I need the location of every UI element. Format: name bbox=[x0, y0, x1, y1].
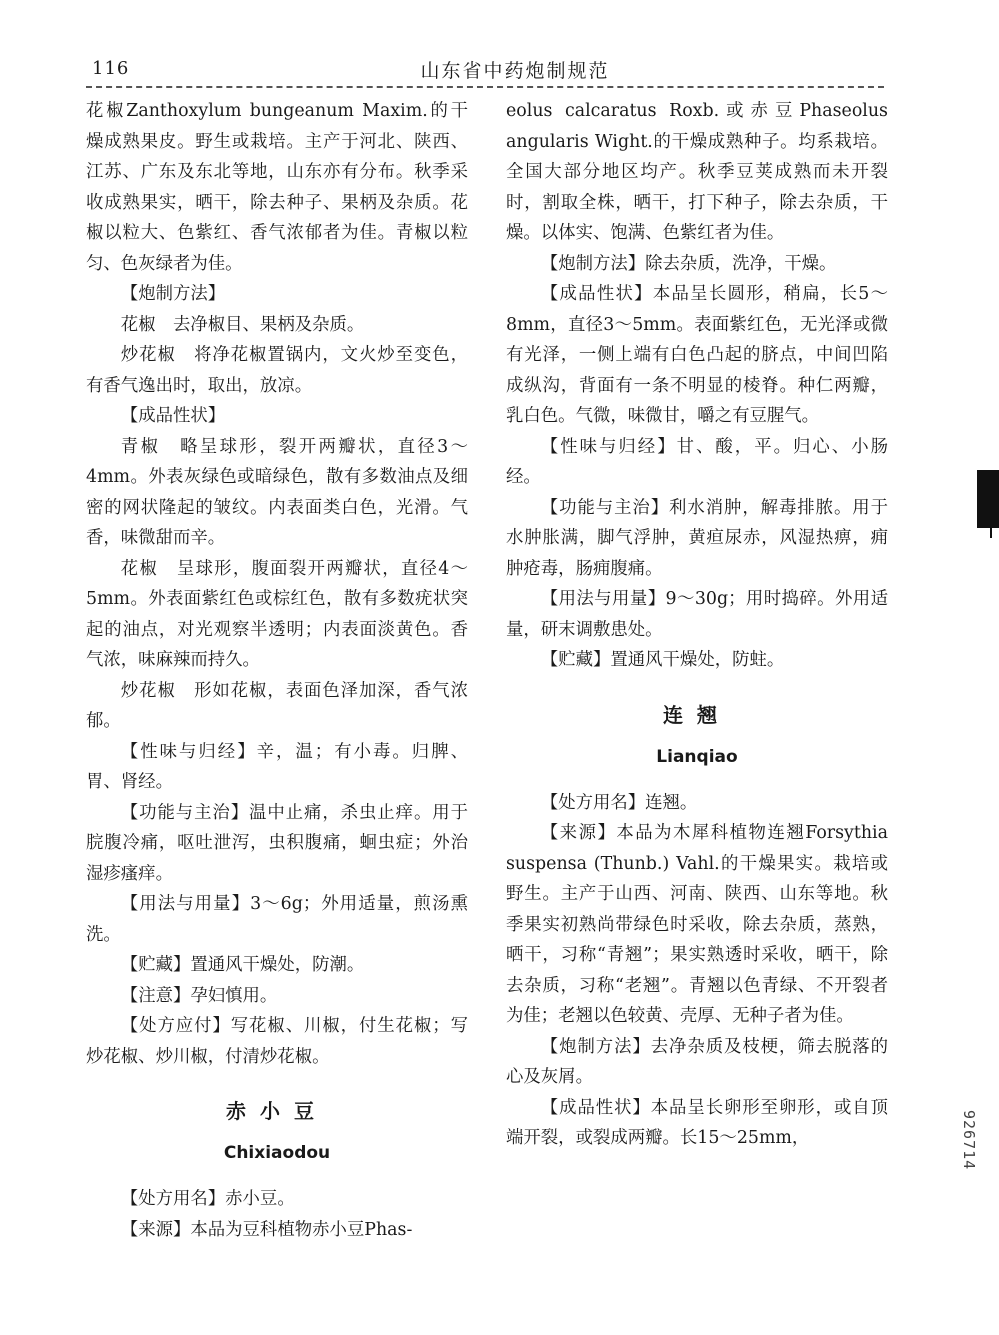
thumb-index-tab bbox=[977, 470, 999, 528]
paragraph: 【功能与主治】温中止痛，杀虫止痒。用于脘腹冷痛，呕吐泄泻，虫积腹痛，蛔虫症；外治湿疹瘙痒。 bbox=[86, 802, 468, 884]
paragraph: 【成品性状】 bbox=[120, 406, 226, 426]
paragraph: 【成品性状】本品呈长圆形，稍扁，长5～8mm，直径3～5mm。表面紫红色，无光泽或微有光泽，一侧上端有白色凸起的脐点，中间凹陷成纵沟，背面有一条不明显的棱脊。种仁两瓣，乳白色。气微，味微甘，嚼之有豆腥气。 bbox=[506, 284, 888, 426]
paragraph: 【性味与归经】辛，温；有小毒。归脾、胃、肾经。 bbox=[86, 741, 468, 792]
margin-stamp: 926714 bbox=[960, 1110, 978, 1171]
page-number: 116 bbox=[92, 58, 130, 79]
paragraph: 炒花椒 将净花椒置锅内，文火炒至变色，有香气逸出时，取出，放凉。 bbox=[86, 345, 468, 396]
paragraph: 【用法与用量】3～6g；外用适量，煎汤熏洗。 bbox=[86, 894, 468, 945]
paragraph: 花椒 去净椒目、果柄及杂质。 bbox=[120, 314, 365, 335]
paragraph: 【功能与主治】利水消肿，解毒排脓。用于水肿胀满，脚气浮肿，黄疸尿赤，风湿热痹，痈肿疮毒，肠痈腹痛。 bbox=[506, 497, 888, 579]
paragraph: 炒花椒 形如花椒，表面色泽加深，香气浓郁。 bbox=[86, 680, 468, 731]
entry-pinyin: Lianqiao bbox=[656, 746, 738, 767]
paragraph: 【成品性状】本品呈长卵形至卵形，或自顶端开裂，或裂成两瓣。长15～25mm， bbox=[506, 1097, 888, 1148]
paragraph: 【炮制方法】去净杂质及枝梗，筛去脱落的心及灰屑。 bbox=[506, 1036, 888, 1087]
paragraph: 【来源】本品为豆科植物赤小豆Phas- bbox=[120, 1219, 413, 1240]
paragraph: 【来源】本品为木犀科植物连翘Forsythia suspensa (Thunb.) Vahl.的干燥果实。栽培或野生。主产于山西、河南、陕西、山东等地。秋季果实初熟尚带绿色时采收，除去杂质，蒸熟，晒干，习称“青翘”；果实熟透时采收，晒干，除去杂质，习称“老翘”。青翘以色青绿、不开裂者为佳；老翘以色较黄、壳厚、无种子者为佳。 bbox=[506, 823, 888, 1026]
paragraph: 花椒Zanthoxylum bungeanum Maxim.的干燥成熟果皮。野生或栽培。主产于河北、陕西、江苏、广东及东北等地，山东亦有分布。秋季采收成熟果实，晒干，除去种子、果柄及杂质。花椒以粒大、色紫红、香气浓郁者为佳。青椒以粒匀、色灰绿者为佳。 bbox=[86, 101, 468, 274]
paragraph: 【注意】孕妇慎用。 bbox=[120, 985, 278, 1006]
paragraph: eolus calcaratus Roxb.或赤豆Phaseolus angularis Wight.的干燥成熟种子。均系栽培。全国大部分地区均产。秋季豆荚成熟而未开裂时，割取全株，晒干，打下种子，除去杂质，干燥。以体实、饱满、色紫红者为佳。 bbox=[506, 101, 888, 243]
running-head: 山东省中药炮制规范 bbox=[420, 60, 610, 82]
left-column bbox=[86, 96, 468, 1245]
paragraph: 【处方应付】写花椒、川椒，付生花椒；写炒花椒、炒川椒，付清炒花椒。 bbox=[86, 1016, 468, 1067]
paragraph: 【贮藏】置通风干燥处，防蛀。 bbox=[540, 650, 785, 670]
paragraph: 【用法与用量】9～30g；用时捣碎。外用适量，研末调敷患处。 bbox=[506, 589, 888, 640]
entry-title: 赤小豆 bbox=[226, 1099, 328, 1123]
entry-pinyin: Chixiaodou bbox=[223, 1143, 331, 1163]
thumb-index-tick bbox=[990, 528, 992, 538]
paragraph: 花椒 呈球形，腹面裂开两瓣状，直径4～5mm。外表面紫红色或棕红色，散有多数疣状突起的油点，对光观察半透明；内表面淡黄色。香气浓，味麻辣而持久。 bbox=[86, 558, 468, 670]
entry-title: 连翘 bbox=[663, 702, 731, 727]
right-column bbox=[506, 96, 888, 1154]
paragraph: 青椒 略呈球形，裂开两瓣状，直径3～4mm。外表灰绿色或暗绿色，散有多数油点及细密的网状隆起的皱纹。内表面类白色，光滑。气香，味微甜而辛。 bbox=[86, 436, 468, 548]
paragraph: 【处方用名】赤小豆。 bbox=[120, 1189, 295, 1209]
paragraph: 【贮藏】置通风干燥处，防潮。 bbox=[120, 955, 365, 975]
header-rule bbox=[86, 86, 884, 88]
paragraph: 【炮制方法】除去杂质，洗净，干燥。 bbox=[540, 253, 837, 274]
paragraph: 【性味与归经】甘、酸，平。归心、小肠经。 bbox=[506, 436, 888, 487]
paragraph: 【炮制方法】 bbox=[120, 284, 226, 304]
paragraph: 【处方用名】连翘。 bbox=[540, 792, 698, 813]
